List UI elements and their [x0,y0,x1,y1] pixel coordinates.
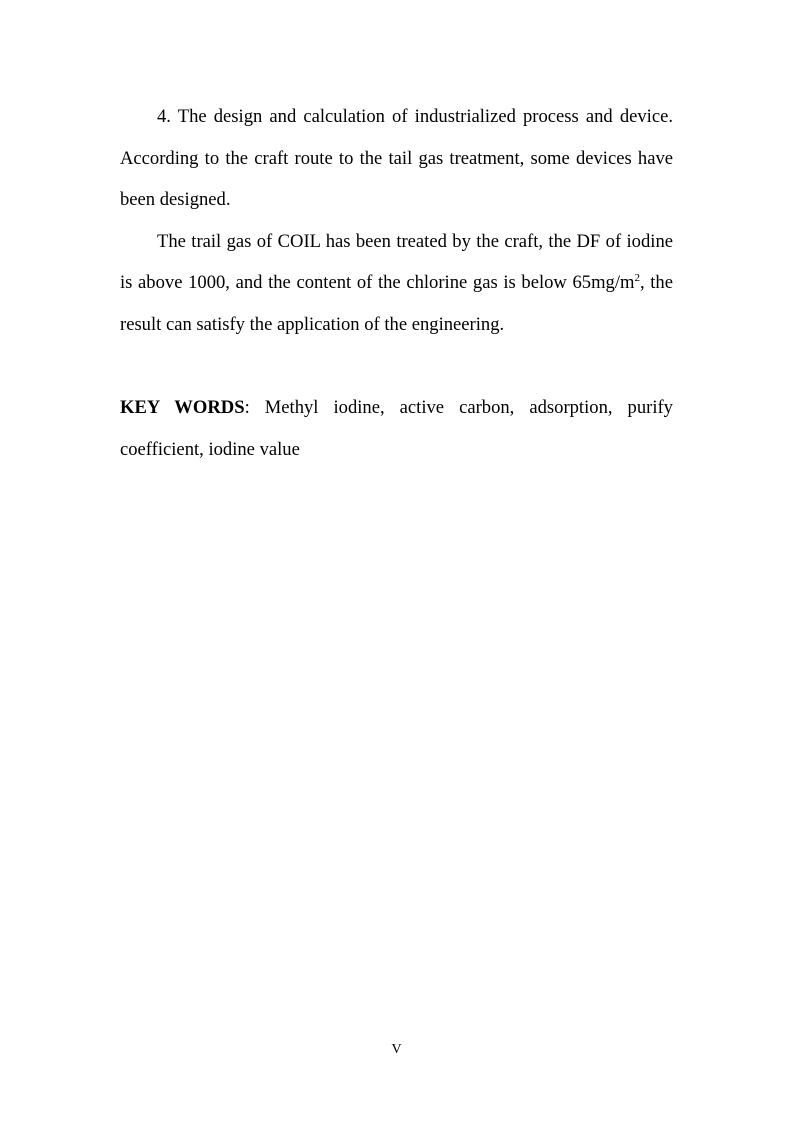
page-number: V [391,1042,402,1057]
keywords-line [120,387,673,470]
keywords-text: Methyl iodine, active carbon, adsorption, purify coefficient, iodine value [120,397,673,460]
paragraph-spacer [120,346,673,388]
paragraph-design-calculation: 4. The design and calculation of industrialized process and device. According to the craft route to the tail gas treatment, some devices have been designed. [120,106,673,211]
keywords-label: KEY WORDS [120,397,245,419]
abstract-body [120,96,673,470]
paragraph-trail-gas-result [120,221,673,346]
keywords-separator: : [244,397,265,419]
paragraph-text-end: , the result can satisfy the application of the engineering. [120,272,673,335]
paragraph-text-start: The trail gas of COIL has been treated by the craft, the DF of iodine is above 1000, and the content of the chlorine gas is below 65mg/m [120,230,673,294]
superscript-exponent: 2 [634,272,640,285]
